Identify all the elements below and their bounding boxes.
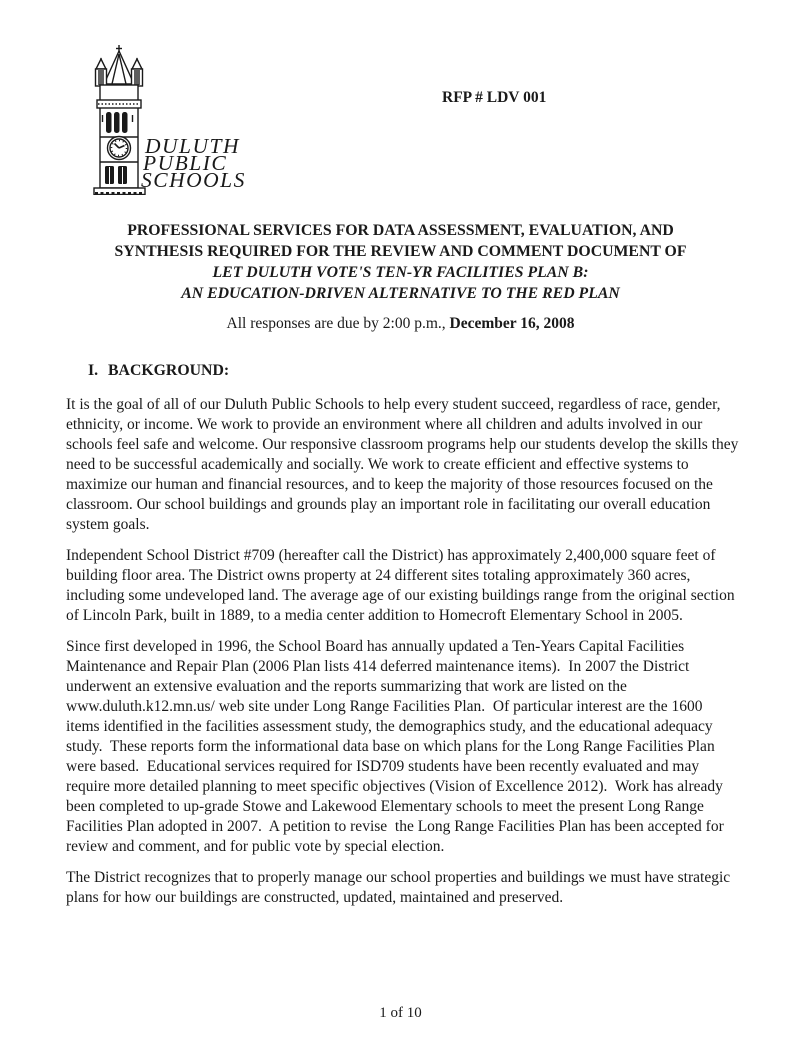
logo-word-schools: SCHOOLS — [141, 168, 246, 192]
page-footer — [0, 1005, 801, 1022]
title-line-4: AN EDUCATION-DRIVEN ALTERNATIVE TO THE RED PLAN — [181, 285, 620, 302]
paragraph-facilities: Since first developed in 1996, the School Board has annually updated a Ten-Years Capital Facilities Maintenance and Repair Plan (2006 Plan lists 414 deferred maintenance items). In 2007 the District underwent an extensive evaluation and the reports summarizing that work are listed on the www.duluth.k12.mn.us/ web site under Long Range Facilities Plan. Of particular interest are the 1600 items identified in the facilities assessment study, the demographics study, and the educational adequacy study. These reports form the informational data base on which plans for the Long Range Facilities Plan were based. Educational services required for ISD709 students have been recently evaluated and may require more detailed planning to meet specific objectives (Vision of Excellence 2012). Work has already been completed to up-grade Stowe and Lakewood Elementary schools to meet the present Long Range Facilities Plan adopted in 2007. A petition to revise the Long Range Facilities Plan has been accepted for review and comment, and for public vote by special election. — [66, 638, 728, 855]
logo-word-public: PUBLIC — [143, 151, 228, 175]
document-body — [0, 381, 801, 908]
response-deadline — [0, 315, 801, 333]
document-title — [0, 220, 801, 304]
paragraph-goals: It is the goal of all of our Duluth Public Schools to help every student succeed, regardless of race, gender, ethnicity, or income. We work to provide an environment where all children and adults involved in our schools feel safe and welcome. Our responsive classroom programs help our students develop the skills they need to be successful academically and socially. We work to create efficient and effective systems to maximize our human and financial resources, and to keep the majority of those resources focused on the classroom. Our school buildings and grounds play an important role in facilitating our overall education system goals. — [66, 396, 743, 533]
title-line-1: PROFESSIONAL SERVICES FOR DATA ASSESSMENT, EVALUATION, AND — [127, 222, 674, 239]
clock-tower-icon — [88, 45, 260, 195]
title-line-2: SYNTHESIS REQUIRED FOR THE REVIEW AND COMMENT DOCUMENT OF — [114, 243, 687, 260]
rfp-number: RFP # LDV 001 — [442, 89, 547, 106]
paragraph-district: Independent School District #709 (hereafter call the District) has approximately 2,400,000 square feet of building floor area. The District owns property at 24 different sites totaling approximately 360 acres, including some undeveloped land. The average age of our existing buildings range from the original section of Lincoln Park, built in 1889, to a media center addition to Homecroft Elementary School in 2005. — [66, 547, 739, 624]
paragraph-strategic: The District recognizes that to properly manage our school properties and buildings we must have strategic plans for how our buildings are constructed, updated, maintained and preserved. — [66, 869, 735, 906]
section-label: BACKGROUND: — [108, 362, 230, 379]
logo-word-duluth: DULUTH — [145, 134, 241, 158]
section-numeral: I. — [88, 362, 99, 379]
district-logo — [88, 45, 260, 195]
section-heading-background — [0, 360, 801, 381]
title-line-3: LET DULUTH VOTE'S TEN-YR FACILITIES PLAN B: — [212, 264, 589, 281]
deadline-date: December 16, 2008 — [449, 315, 575, 332]
page-number: 1 of 10 — [379, 1005, 422, 1021]
deadline-prefix: All responses are due by 2:00 p.m., — [226, 315, 450, 332]
document-header — [0, 0, 801, 220]
